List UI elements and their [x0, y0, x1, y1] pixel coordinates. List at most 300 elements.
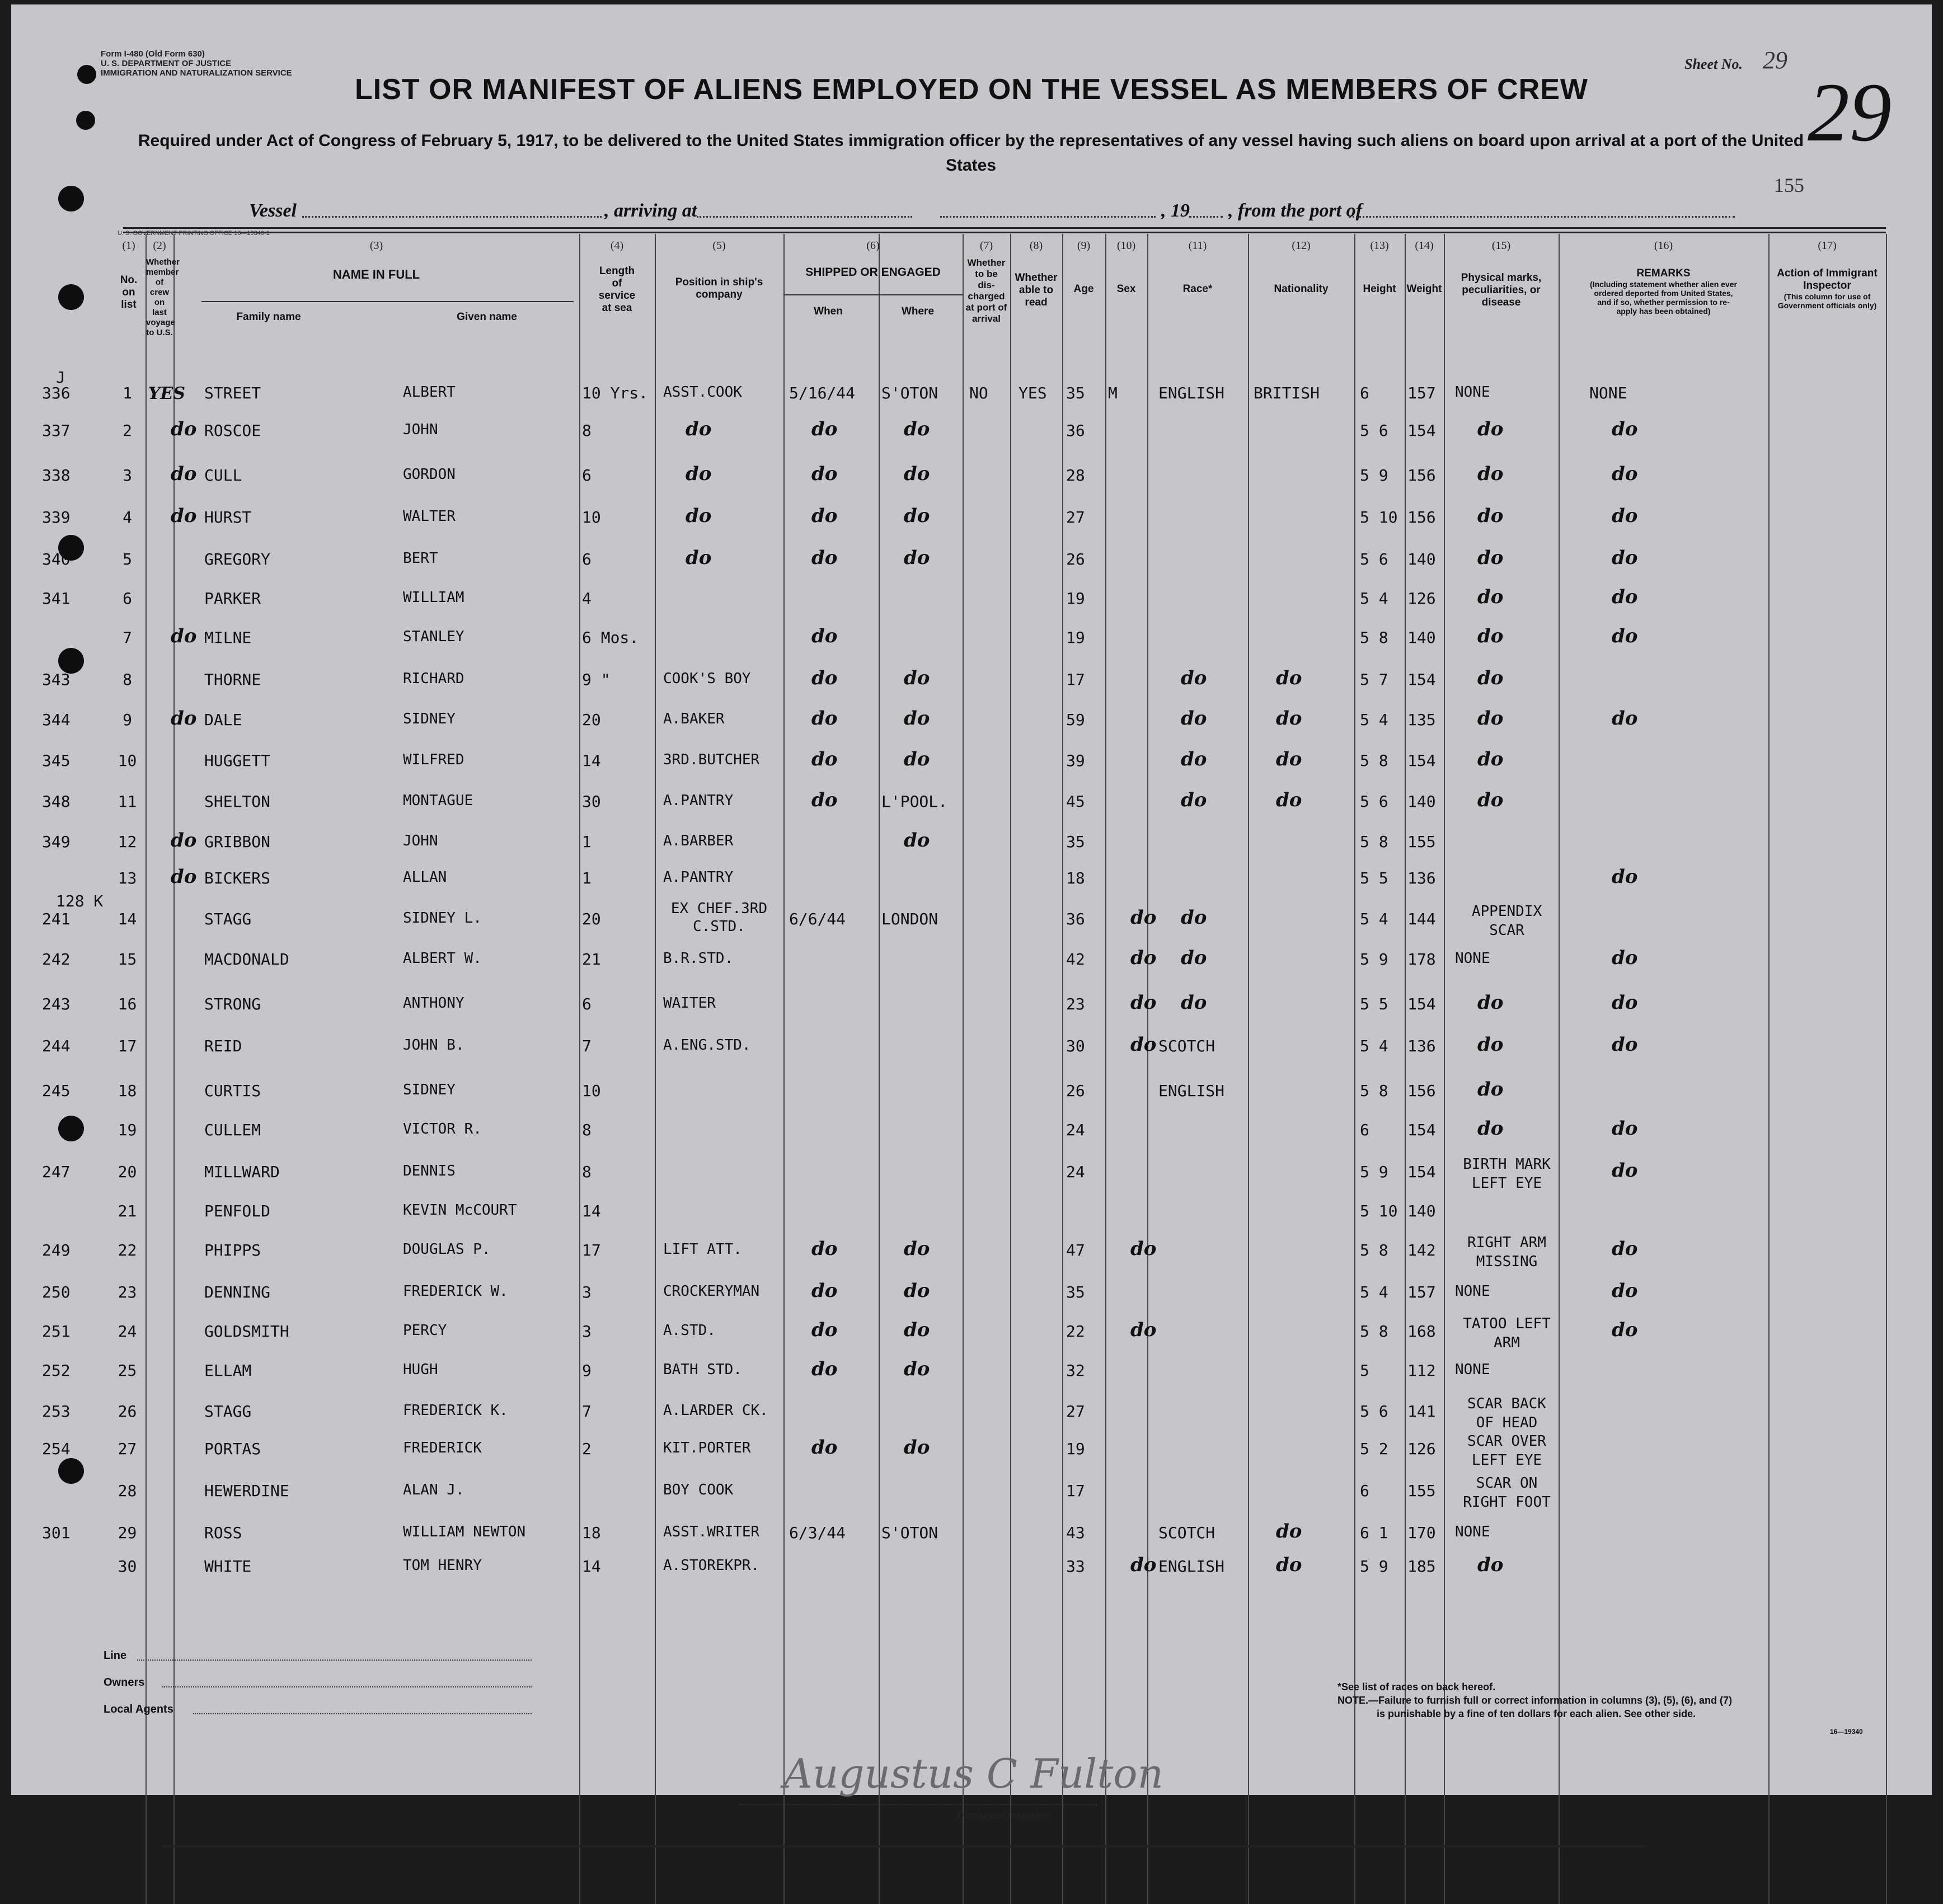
department-name: U. S. DEPARTMENT OF JUSTICE: [101, 59, 232, 68]
cell-family: STAGG: [204, 1402, 252, 1421]
cell-no: 28: [118, 1482, 137, 1500]
cell-height: 5 4: [1360, 711, 1388, 729]
cell-weight: 140: [1407, 550, 1436, 568]
cell-when: 5/16/44: [789, 384, 856, 402]
cell-height: 5 6: [1360, 421, 1388, 440]
cell-race: do: [1181, 789, 1207, 811]
cell-length: 9: [582, 1361, 592, 1380]
header-line: voyage: [146, 318, 175, 327]
cell-height: 5 5: [1360, 869, 1388, 887]
column-divider: [146, 234, 147, 1904]
cell-height: 5 6: [1360, 1402, 1388, 1421]
cell-ref: 339: [42, 508, 71, 526]
date-blank: [940, 216, 1156, 218]
cell-member: do: [171, 418, 197, 440]
cell-length: 3: [582, 1283, 592, 1301]
cell-where: S'OTON: [881, 384, 938, 402]
cell-physical: do: [1477, 1033, 1504, 1056]
vessel-blank: [302, 216, 602, 218]
cell-weight: 154: [1407, 421, 1436, 440]
header-line: to U.S.: [146, 328, 173, 337]
sheet-no-value: 29: [1763, 46, 1787, 74]
cell-when: do: [811, 463, 838, 485]
cell-sex: do: [1130, 1554, 1157, 1576]
footer-form-code: 16—19340: [1830, 1728, 1863, 1736]
cell-height: 5 8: [1360, 628, 1388, 647]
cell-nationality: do: [1276, 1520, 1302, 1543]
cell-physical: do: [1477, 1078, 1504, 1101]
cell-no: 1: [123, 384, 132, 402]
cell-position: 3RD.BUTCHER: [663, 751, 760, 768]
cell-member: YES: [148, 384, 185, 403]
cell-length: 20: [582, 910, 601, 928]
cell-race: do: [1181, 667, 1207, 689]
footer-agents-blank: [193, 1713, 532, 1714]
cell-age: 32: [1066, 1361, 1085, 1380]
punch-hole: [76, 111, 95, 130]
col-header-nationality: Nationality: [1274, 283, 1329, 295]
cell-height: 5 4: [1360, 1037, 1388, 1055]
column-divider: [1559, 234, 1560, 1904]
cell-race: ENGLISH: [1158, 384, 1225, 402]
footer-line-label: Line: [104, 1649, 127, 1662]
cell-physical: do: [1477, 418, 1504, 440]
cell-length: 20: [582, 711, 601, 729]
column-divider: [1248, 234, 1249, 1904]
cell-remarks: do: [1612, 866, 1638, 888]
cell-age: 42: [1066, 950, 1085, 969]
cell-family: GREGORY: [204, 550, 271, 568]
cell-family: STREET: [204, 384, 261, 402]
cell-length: 10: [582, 508, 601, 526]
cell-height: 5 9: [1360, 1163, 1388, 1181]
column-number: (9): [1077, 239, 1091, 252]
header-underline: [783, 294, 963, 295]
cell-age: 33: [1066, 1557, 1085, 1576]
header-line: REMARKS: [1636, 267, 1691, 279]
cell-race: ENGLISH: [1158, 1557, 1225, 1576]
cell-discharged: NO: [969, 384, 988, 402]
year-blank: [1189, 216, 1223, 218]
cell-weight: 140: [1407, 1202, 1436, 1220]
column-number: (15): [1491, 239, 1511, 252]
cell-no: 6: [123, 589, 132, 608]
sheet-number-large: 29: [1808, 66, 1892, 159]
cell-sex: M: [1108, 384, 1118, 402]
cell-remarks: do: [1612, 991, 1638, 1014]
cell-position: LIFT ATT.: [663, 1241, 742, 1258]
cell-family: MILNE: [204, 628, 252, 647]
column-number: (11): [1188, 239, 1207, 252]
cell-member: do: [171, 866, 197, 888]
cell-weight: 157: [1407, 1283, 1436, 1301]
cell-length: 6 Mos.: [582, 628, 639, 647]
cell-family: PORTAS: [204, 1440, 261, 1458]
cell-given: MONTAGUE: [403, 792, 473, 809]
cell-ref: 337: [42, 421, 71, 440]
cell-family: BICKERS: [204, 869, 271, 887]
cell-given: JOHN B.: [403, 1037, 464, 1054]
footer-agents-label: Local Agents: [104, 1703, 173, 1715]
cell-age: 17: [1066, 670, 1085, 689]
cell-position: do: [686, 547, 712, 569]
cell-length: 8: [582, 1163, 592, 1181]
cell-length: 1: [582, 869, 592, 887]
cell-when: do: [811, 667, 838, 689]
cell-height: 5 8: [1360, 1241, 1388, 1259]
cell-ref: 252: [42, 1361, 71, 1380]
header-line: service: [598, 290, 636, 302]
column-divider: [1105, 234, 1106, 1904]
cell-position: B.R.STD.: [663, 950, 734, 967]
cell-family: SHELTON: [204, 792, 271, 811]
cell-physical: SCAR BACK OF HEAD: [1467, 1395, 1546, 1431]
cell-age: 27: [1066, 508, 1085, 526]
cell-weight: 144: [1407, 910, 1436, 928]
col-header-race: Race*: [1182, 283, 1213, 295]
cell-sex: do: [1130, 1033, 1157, 1056]
cell-physical: NONE: [1455, 1361, 1490, 1378]
cell-remarks: NONE: [1589, 384, 1627, 402]
cell-weight: 156: [1407, 466, 1436, 485]
cell-age: 19: [1066, 628, 1085, 647]
header-line: arrival: [972, 313, 1001, 324]
cell-height: 6: [1360, 384, 1369, 402]
vessel-label: Vessel: [249, 200, 297, 221]
cell-ref: 253: [42, 1402, 71, 1421]
cell-family: ROSS: [204, 1524, 242, 1542]
cell-length: 6: [582, 550, 592, 568]
cell-no: 17: [118, 1037, 137, 1055]
cell-length: 9 ": [582, 670, 611, 689]
form-number: Form I-480 (Old Form 630): [101, 49, 205, 59]
service-name: IMMIGRATION AND NATURALIZATION SERVICE: [101, 68, 292, 78]
cell-height: 5: [1360, 1361, 1369, 1380]
cell-age: 45: [1066, 792, 1085, 811]
cell-age: 35: [1066, 384, 1085, 402]
cell-ref: 349: [42, 833, 71, 851]
cell-physical: NONE: [1455, 950, 1490, 967]
cell-length: 7: [582, 1402, 592, 1421]
cell-position: COOK'S BOY: [663, 670, 751, 687]
cell-physical: SCAR ON RIGHT FOOT: [1463, 1475, 1551, 1511]
cell-no: 7: [123, 628, 132, 647]
cell-race: do: [1181, 707, 1207, 730]
cell-height: 5 4: [1360, 910, 1388, 928]
col-header-weight: Weight: [1406, 283, 1442, 295]
cell-height: 5 6: [1360, 792, 1388, 811]
cell-no: 12: [118, 833, 137, 851]
header-line: to be: [975, 269, 998, 279]
cell-ref: 243: [42, 995, 71, 1013]
arriving-label: , arriving at: [604, 200, 697, 221]
cell-where: do: [904, 463, 930, 485]
cell-family: WHITE: [204, 1557, 252, 1576]
cell-length: 10 Yrs.: [582, 384, 649, 402]
cell-sex: do: [1130, 991, 1157, 1014]
cell-height: 5 4: [1360, 1283, 1388, 1301]
cell-family: REID: [204, 1037, 242, 1055]
cell-weight: 154: [1407, 995, 1436, 1013]
cell-weight: 136: [1407, 1037, 1436, 1055]
cell-ref: 251: [42, 1322, 71, 1341]
header-line: (Including statement whether alien ever: [1590, 280, 1737, 289]
cell-given: DENNIS: [403, 1163, 456, 1179]
cell-no: 22: [118, 1241, 137, 1259]
header-line: at port of: [965, 302, 1007, 313]
column-divider: [1405, 234, 1406, 1904]
column-divider: [1010, 234, 1011, 1904]
cell-ref: 249: [42, 1241, 71, 1259]
cell-no: 29: [118, 1524, 137, 1542]
cell-family: HEWERDINE: [204, 1482, 289, 1500]
column-number: (4): [610, 239, 624, 252]
cell-family: STAGG: [204, 910, 252, 928]
cell-member: do: [171, 463, 197, 485]
cell-length: 14: [582, 1557, 601, 1576]
cell-weight: 154: [1407, 751, 1436, 770]
cell-race: do: [1181, 991, 1207, 1014]
cell-given: ALBERT W.: [403, 950, 482, 967]
cell-physical: SCAR OVER LEFT EYE: [1467, 1433, 1546, 1469]
cell-ref: 247: [42, 1163, 71, 1181]
col-header-no: [112, 274, 146, 311]
cell-length: 2: [582, 1440, 592, 1458]
cell-race: do: [1181, 947, 1207, 969]
cell-family: GRIBBON: [204, 833, 271, 851]
cell-height: 5 7: [1360, 670, 1388, 689]
cell-family: HUGGETT: [204, 751, 271, 770]
cell-no: 13: [118, 869, 137, 887]
column-divider: [963, 234, 964, 1904]
column-number: (2): [153, 239, 166, 252]
cell-length: 4: [582, 589, 592, 608]
cell-given: VICTOR R.: [403, 1121, 482, 1137]
cell-remarks: do: [1612, 625, 1638, 647]
cell-nationality: BRITISH: [1254, 384, 1320, 402]
cell-where: do: [904, 1319, 930, 1341]
cell-age: 19: [1066, 1440, 1085, 1458]
header-line: disease: [1481, 297, 1521, 308]
cell-position: BATH STD.: [663, 1361, 742, 1378]
cell-no: 9: [123, 711, 132, 729]
cell-sex: do: [1130, 906, 1157, 929]
cell-when: 6/6/44: [789, 910, 846, 928]
cell-given: ALLAN: [403, 869, 447, 886]
col-header-read: [1010, 272, 1062, 309]
cell-given: FREDERICK K.: [403, 1402, 508, 1419]
cell-when: do: [811, 1436, 838, 1459]
col-header-member: [146, 257, 180, 338]
cell-family: CULLEM: [204, 1121, 261, 1139]
cell-where: LONDON: [881, 910, 938, 928]
cell-given: PERCY: [403, 1322, 447, 1339]
cell-remarks: do: [1612, 418, 1638, 440]
cell-age: 24: [1066, 1121, 1085, 1139]
footer-owners-label: Owners: [104, 1676, 145, 1689]
cell-physical: do: [1477, 1554, 1504, 1576]
footer-note: is punishable by a fine of ten dollars for each alien. See other side.: [1377, 1708, 1696, 1719]
cell-physical: BIRTH MARK LEFT EYE: [1463, 1156, 1551, 1192]
cell-position: A.ENG.STD.: [663, 1037, 751, 1054]
cell-physical: APPENDIX SCAR: [1471, 903, 1542, 939]
header-line: Whether: [967, 257, 1006, 268]
cell-family: HURST: [204, 508, 252, 526]
cell-no: 16: [118, 995, 137, 1013]
sheet-no-label: Sheet No.: [1684, 56, 1743, 72]
cell-ref: 344: [42, 711, 71, 729]
cell-physical: NONE: [1455, 1524, 1490, 1540]
cell-where: L'POOL.: [881, 792, 948, 811]
cell-given: KEVIN McCOURT: [403, 1202, 517, 1219]
cell-position: EX CHEF.3RD C.STD.: [670, 900, 768, 935]
cell-when: do: [811, 1358, 838, 1380]
cell-when: do: [811, 1238, 838, 1260]
cell-age: 43: [1066, 1524, 1085, 1542]
cell-when: do: [811, 707, 838, 730]
cell-race: SCOTCH: [1158, 1524, 1215, 1542]
col-header-family: Family name: [236, 311, 301, 323]
cell-weight: 178: [1407, 950, 1436, 969]
cell-given: TOM HENRY: [403, 1557, 482, 1574]
cell-length: 17: [582, 1241, 601, 1259]
cell-no: 10: [118, 751, 137, 770]
cell-nationality: do: [1276, 1554, 1302, 1576]
column-number: (6): [866, 239, 880, 252]
cell-no: 15: [118, 950, 137, 969]
page-subtitle: Required under Act of Congress of February 5, 1917, to be delivered to the United States immigration officer by the representatives of any vessel having such aliens on board upon arrival at a port of the United States: [138, 131, 1804, 175]
column-divider: [783, 234, 785, 1904]
cell-given: BERT: [403, 550, 438, 567]
cell-physical: NONE: [1455, 1283, 1490, 1300]
column-divider: [1886, 234, 1887, 1904]
cell-given: ALAN J.: [403, 1482, 464, 1498]
cell-position: do: [686, 463, 712, 485]
cell-family: PARKER: [204, 589, 261, 608]
cell-age: 35: [1066, 833, 1085, 851]
cell-member: do: [171, 829, 197, 852]
column-number: (10): [1116, 239, 1136, 252]
header-line: list: [121, 299, 137, 311]
header-line: Physical marks,: [1461, 272, 1542, 284]
cell-where: do: [904, 829, 930, 852]
cell-weight: 142: [1407, 1241, 1436, 1259]
cell-height: 5 8: [1360, 1082, 1388, 1100]
cell-when: do: [811, 789, 838, 811]
cell-race: ENGLISH: [1158, 1082, 1225, 1100]
cell-remarks: do: [1612, 1159, 1638, 1182]
cell-given: FREDERICK W.: [403, 1283, 508, 1300]
cell-remarks: do: [1612, 1117, 1638, 1140]
cell-age: 36: [1066, 910, 1085, 928]
cell-member: do: [171, 505, 197, 527]
cell-age: 24: [1066, 1163, 1085, 1181]
cell-family: ROSCOE: [204, 421, 261, 440]
column-number: (17): [1818, 239, 1837, 252]
cell-where: do: [904, 1436, 930, 1459]
punch-hole: [58, 284, 84, 310]
cell-no: 19: [118, 1121, 137, 1139]
cell-position: A.PANTRY: [663, 792, 734, 809]
cell-weight: 140: [1407, 628, 1436, 647]
cell-position: A.PANTRY: [663, 869, 734, 886]
column-number: (7): [979, 239, 993, 252]
cell-where: do: [904, 505, 930, 527]
cell-weight: 126: [1407, 1440, 1436, 1458]
cell-position: ASST.WRITER: [663, 1524, 760, 1540]
cell-weight: 112: [1407, 1361, 1436, 1380]
cell-position: WAITER: [663, 995, 716, 1012]
cell-given: JOHN: [403, 421, 438, 438]
cell-sex: do: [1130, 947, 1157, 969]
col-header-sex: Sex: [1116, 283, 1136, 295]
cell-age: 18: [1066, 869, 1085, 887]
column-divider: [879, 234, 880, 1904]
header-line: peculiarities, or: [1462, 284, 1541, 296]
cell-remarks: do: [1612, 947, 1638, 969]
cell-no: 24: [118, 1322, 137, 1341]
header-line: Whether: [146, 257, 180, 267]
cell-given: WILLIAM NEWTON: [403, 1524, 526, 1540]
cell-remarks: do: [1612, 1238, 1638, 1260]
cell-where: do: [904, 667, 930, 689]
cell-when: do: [811, 418, 838, 440]
cell-remarks: do: [1612, 586, 1638, 608]
cell-length: 6: [582, 995, 592, 1013]
header-line: No.: [120, 274, 138, 286]
header-line: Whether: [1015, 272, 1058, 284]
cell-length: 14: [582, 751, 601, 770]
cell-height: 5 4: [1360, 589, 1388, 608]
cell-physical: do: [1477, 1117, 1504, 1140]
header-underline: [201, 301, 574, 302]
cell-family: PENFOLD: [204, 1202, 271, 1220]
cell-given: DOUGLAS P.: [403, 1241, 491, 1258]
header-line: ordered deported from United States,: [1594, 289, 1733, 298]
cell-weight: 154: [1407, 1121, 1436, 1139]
cell-ref: 241: [42, 910, 71, 928]
cell-weight: 154: [1407, 670, 1436, 689]
column-divider: [579, 234, 580, 1904]
column-divider: [1062, 234, 1063, 1904]
header-line: at sea: [602, 302, 632, 314]
footer-note: *See list of races on back hereof.: [1337, 1681, 1496, 1693]
cell-read: YES: [1019, 384, 1047, 402]
cell-physical: RIGHT ARM MISSING: [1467, 1234, 1546, 1270]
cell-no: 30: [118, 1557, 137, 1576]
cell-position: A.BAKER: [663, 711, 725, 727]
cell-weight: 140: [1407, 792, 1436, 811]
punch-hole: [58, 1116, 84, 1141]
cell-length: 18: [582, 1524, 601, 1542]
cell-weight: 156: [1407, 508, 1436, 526]
cell-ref: 254: [42, 1440, 71, 1458]
column-number: (5): [712, 239, 726, 252]
column-divider: [1354, 234, 1355, 1904]
cell-position: A.STOREKPR.: [663, 1557, 760, 1574]
margin-code: J: [56, 368, 65, 387]
cell-given: SIDNEY: [403, 711, 456, 727]
col-header-length: [579, 265, 655, 314]
punch-hole: [58, 1458, 84, 1484]
cell-no: 5: [123, 550, 132, 568]
cell-height: 5 9: [1360, 950, 1388, 969]
header-line: on: [122, 286, 135, 298]
arriving-blank: [697, 216, 912, 218]
header-line: Length: [599, 265, 635, 277]
header-rule: [123, 232, 1886, 233]
cell-given: WILFRED: [403, 751, 464, 768]
